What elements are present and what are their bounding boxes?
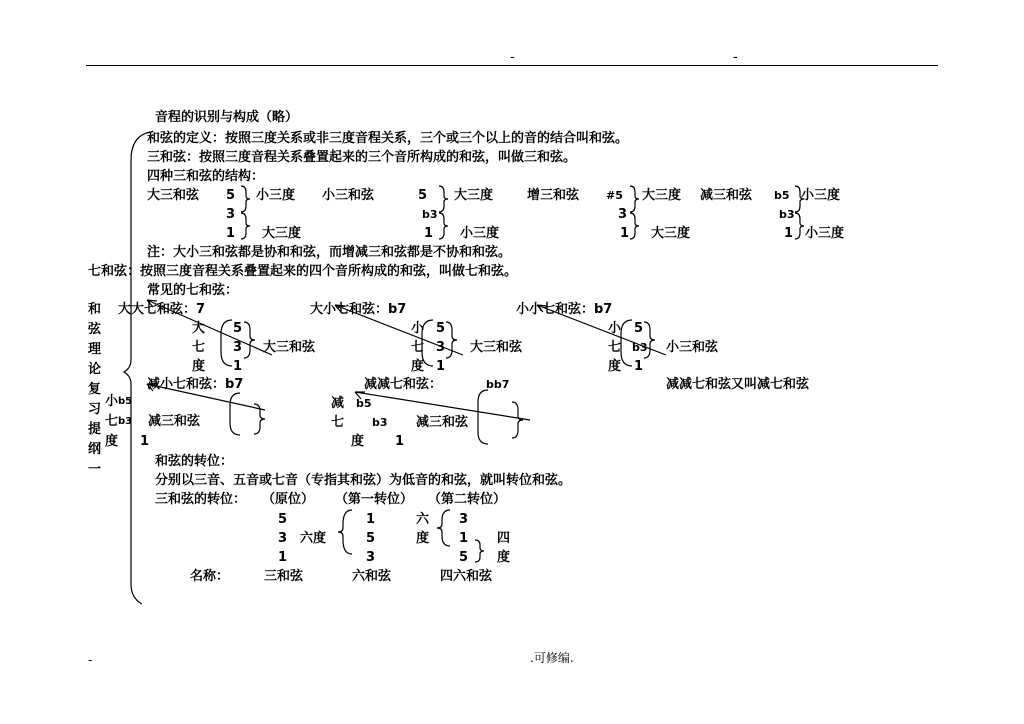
brace [795, 213, 804, 239]
brace [475, 540, 484, 562]
seventh-note: bb7 [486, 378, 510, 391]
inversion-note: 1 [366, 512, 376, 527]
common-sevenths-heading: 常见的七和弦： [147, 283, 239, 298]
four-triads-heading: 四种三和弦的结构： [147, 169, 265, 184]
triad-note: 3 [618, 207, 628, 222]
brace [338, 510, 352, 554]
triad-interval: 小三度 [801, 188, 841, 203]
inversion-name: 三和弦 [264, 569, 304, 584]
seventh-note: 1 [634, 359, 644, 374]
brace [439, 213, 448, 239]
inversion-interval: 六度 [300, 531, 327, 546]
brace [478, 390, 488, 444]
seventh-name: 减减七和弦： [364, 377, 443, 392]
brace [241, 213, 250, 239]
inversion-position: （原位） [262, 492, 315, 507]
seventh-interval-char: 度 [192, 359, 206, 374]
side-char: 纲 [88, 442, 102, 457]
inversion-heading: 和弦的转位： [155, 454, 234, 469]
inversion-position: （第二转位） [428, 492, 507, 507]
triad-interval: 大三度 [454, 188, 494, 203]
seventh-interval-char: 度 [351, 434, 365, 449]
inversion-positions-label: 三和弦的转位： [155, 492, 247, 507]
triad-interval: 小三度 [805, 226, 845, 241]
side-char: 论 [88, 362, 102, 377]
inversion-names-label: 名称： [190, 569, 230, 584]
side-title [88, 302, 104, 478]
brace [244, 322, 255, 358]
seventh-triad-label: 减三和弦 [416, 415, 469, 430]
inversion-note: 3 [459, 512, 469, 527]
heading-interval: 音程的识别与构成（略） [155, 110, 299, 125]
seventh-note: 5 [436, 321, 446, 336]
side-char: 和 [88, 302, 102, 317]
consonance-note: 注：大小三和弦都是协和和弦，而增减三和弦都是不协和和弦。 [147, 245, 512, 260]
seventh-interval-char: 大 [192, 321, 206, 336]
seventh-triad-label: 大三和弦 [263, 340, 316, 355]
brace [630, 213, 639, 239]
footer-text: .可修编. [530, 651, 574, 665]
seventh-interval-char: 七 [192, 340, 206, 355]
seventh-triad-label: 小三和弦 [666, 340, 719, 355]
seventh-note: 5 [634, 321, 644, 336]
seventh-interval-char: 小 [608, 321, 622, 336]
seventh-note: 3 [436, 340, 446, 355]
brace [439, 186, 448, 212]
dim-seventh-note: 减减七和弦又叫减七和弦 [666, 377, 810, 392]
triad-note: 3 [226, 207, 236, 222]
brace [230, 393, 240, 435]
seventh-name: 减小七和弦：b7 [147, 377, 244, 392]
side-char: 一 [88, 462, 102, 477]
triad-note: 1 [226, 226, 236, 241]
seventh-triad-label: 大三和弦 [470, 340, 523, 355]
seventh-name: 大小七和弦：b7 [310, 302, 407, 317]
seventh-note: 5 [233, 321, 243, 336]
seventh-note: b3 [372, 416, 388, 429]
chord-definition: 和弦的定义：按照三度关系或非三度音程关系，三个或三个以上的音的结合叫和弦。 [147, 131, 629, 146]
header-dot: - [733, 50, 738, 65]
seventh-definition: 七和弦：按照三度音程关系叠置起来的四个音所构成的和弦，叫做七和弦。 [88, 264, 518, 279]
seventh-note: b5 [356, 397, 372, 410]
side-char: 复 [88, 382, 102, 397]
inversion-note: 3 [278, 531, 288, 546]
triad-name: 减三和弦 [700, 188, 753, 203]
side-note: 七 [105, 414, 119, 429]
brace [512, 402, 523, 438]
side-note: 小 [105, 394, 119, 409]
seventh-interval-char: 度 [411, 359, 425, 374]
side-char: 弦 [88, 322, 102, 337]
inversion-note: 5 [278, 512, 288, 527]
side-char: 习 [88, 402, 102, 417]
triad-note: b3 [422, 208, 438, 221]
header-dot: - [510, 50, 515, 65]
brace [630, 186, 639, 212]
seventh-interval-char: 七 [411, 340, 425, 355]
inversion-note: 3 [366, 550, 376, 565]
side-note: b5 [118, 396, 133, 407]
triad-note: 5 [226, 188, 236, 203]
inversion-name: 四六和弦 [440, 569, 493, 584]
seventh-interval-char: 小 [411, 321, 425, 336]
triad-note: #5 [606, 189, 623, 202]
side-note: 度 [105, 434, 119, 449]
brace [241, 186, 250, 212]
seventh-note: 1 [395, 434, 405, 449]
inversion-definition: 分别以三音、五音或七音（专指其和弦）为低音的和弦，就叫转位和弦。 [155, 473, 572, 488]
seventh-note: b3 [632, 341, 648, 354]
inversion-position: （第一转位） [335, 492, 414, 507]
triad-note: 1 [784, 226, 794, 241]
triad-name: 小三和弦 [322, 188, 375, 203]
triad-interval: 大三度 [642, 188, 682, 203]
brace [221, 320, 232, 366]
footer-dot: - [88, 653, 93, 667]
side-char: 理 [88, 342, 102, 357]
inversion-interval: 度 [416, 531, 430, 546]
triad-interval: 大三度 [262, 226, 302, 241]
seventh-interval-char: 度 [608, 359, 622, 374]
triad-note: 1 [620, 226, 630, 241]
triad-definition: 三和弦：按照三度音程关系叠置起来的三个音所构成的和弦，叫做三和弦。 [147, 150, 577, 165]
seventh-name: 小小七和弦：b7 [516, 302, 613, 317]
seventh-interval-char: 七 [608, 340, 622, 355]
seventh-note: 1 [233, 359, 243, 374]
seventh-name: 大大七和弦：7 [118, 302, 206, 317]
side-note: 1 [140, 434, 150, 449]
side-char: 提 [88, 422, 102, 437]
triad-name: 大三和弦 [147, 188, 200, 203]
triad-interval: 小三度 [460, 226, 500, 241]
inversion-note: 1 [459, 531, 469, 546]
inversion-note: 5 [459, 550, 469, 565]
seventh-note: 3 [233, 340, 243, 355]
triad-interval: 大三度 [651, 226, 691, 241]
triad-note: b5 [774, 189, 790, 202]
seventh-interval-char: 七 [331, 415, 345, 430]
side-note: b3 [118, 416, 133, 427]
brace [437, 510, 450, 546]
inversion-interval: 度 [497, 550, 511, 565]
brace [621, 320, 632, 366]
inversion-note: 5 [366, 531, 376, 546]
triad-note: 1 [424, 226, 434, 241]
inversion-interval: 四 [497, 531, 511, 546]
triad-interval: 小三度 [256, 188, 296, 203]
inversion-note: 1 [278, 550, 288, 565]
inversion-interval: 六 [416, 512, 430, 527]
inversion-name: 六和弦 [352, 569, 392, 584]
seventh-interval-char: 减 [331, 396, 345, 411]
triad-note: b3 [779, 208, 795, 221]
triad-name: 增三和弦 [527, 188, 580, 203]
seventh-note: 1 [436, 359, 446, 374]
seventh-triad-label: 减三和弦 [148, 414, 201, 429]
triad-note: 5 [418, 188, 428, 203]
